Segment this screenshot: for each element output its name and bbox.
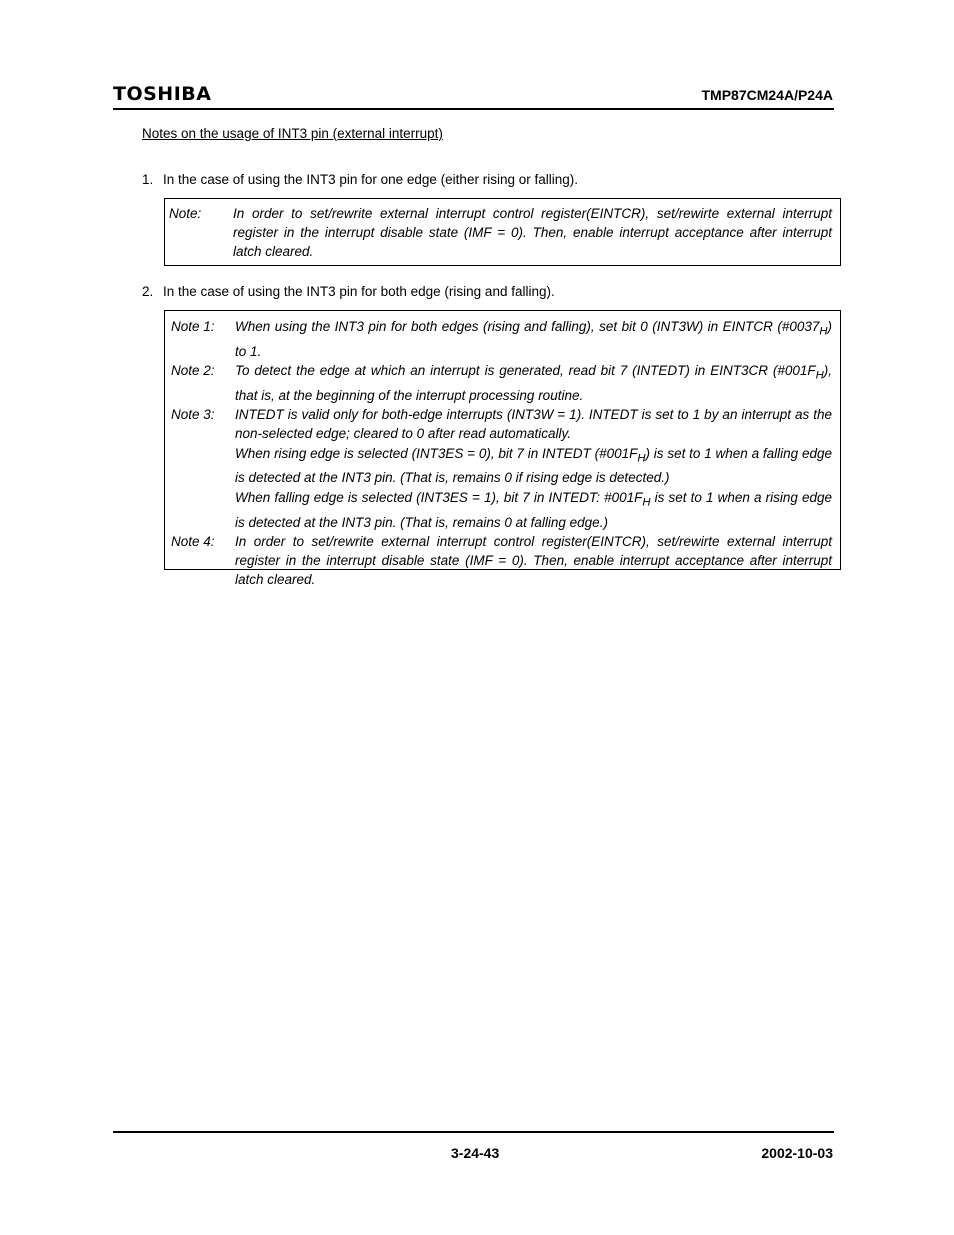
note-paragraph: INTEDT is valid only for both-edge interrupts (INT3W = 1). INTEDT is set to 1 by an interrupt as the non-selected edge; cleared to 0 after read automatically. xyxy=(235,407,832,442)
note-text: When using the INT3 pin for both edges (rising and falling), set bit 0 (INT3W) in EINTCR $(\#0037_H)$ to 1. xyxy=(235,319,832,359)
note-paragraph: When falling edge is selected (INT3ES = 1), bit 7 in INTEDT: $\#001F_H$ is set to 1 when a rising edge is detected at the INT3 pin. (That is, remains 0 at falling edge.) xyxy=(235,489,833,530)
header-rule xyxy=(113,108,834,110)
note-text: To detect the edge at which an interrupt is generated, read bit 7 (INTEDT) in EINT3CR $(\#001F_H)$, that is, at the beginning of the interrupt processing routine. xyxy=(235,363,832,403)
note-label: Note 3: xyxy=(171,407,215,423)
note-row xyxy=(169,204,832,262)
page-number: 3-24-43 xyxy=(451,1145,500,1161)
note-label: Note: xyxy=(169,206,202,221)
note-label: Note 4: xyxy=(171,533,215,549)
section-title: Notes on the usage of INT3 pin (external interrupt) xyxy=(142,126,443,141)
note-2 xyxy=(171,361,832,405)
note-text xyxy=(235,405,832,532)
list-item-text: In the case of using the INT3 pin for both edge (rising and falling). xyxy=(163,284,555,299)
footer-rule xyxy=(113,1131,834,1133)
note-1 xyxy=(171,317,832,361)
list-item-text: In the case of using the INT3 pin for one edge (either rising or falling). xyxy=(163,172,578,187)
note-box-single-edge xyxy=(164,198,841,266)
note-paragraph: When rising edge is selected (INT3ES = 0), bit 7 in INTEDT $(\#001F_H)$ is set to 1 when a falling edge is detected at the INT3 pin. (That is, remains 0 if rising edge is detected.) xyxy=(235,445,832,486)
note-label: Note 2: xyxy=(171,363,215,379)
list-item-number: 1. xyxy=(142,172,154,187)
part-number: TMP87CM24A/P24A xyxy=(701,87,833,103)
list-item-number: 2. xyxy=(142,284,154,299)
note-box-both-edges xyxy=(164,310,841,588)
note-3 xyxy=(171,405,832,532)
list-item-1 xyxy=(142,172,578,187)
document-date: 2002-10-03 xyxy=(761,1145,833,1161)
list-item-2 xyxy=(142,284,555,299)
note-text: In order to set/rewrite external interrupt control register(EINTCR), set/rewirte external interrupt register in the interrupt disable state (IMF = 0). Then, enable interrupt acceptance after interrupt latch cleared. xyxy=(233,206,832,260)
note-4 xyxy=(171,532,832,590)
note-text: In order to set/rewrite external interrupt control register(EINTCR), set/rewirte external interrupt register in the interrupt disable state (IMF = 0). Then, enable interrupt acceptance after interrupt latch cleared. xyxy=(235,533,832,588)
note-label: Note 1: xyxy=(171,319,215,334)
company-logo: TOSHIBA xyxy=(113,83,212,105)
